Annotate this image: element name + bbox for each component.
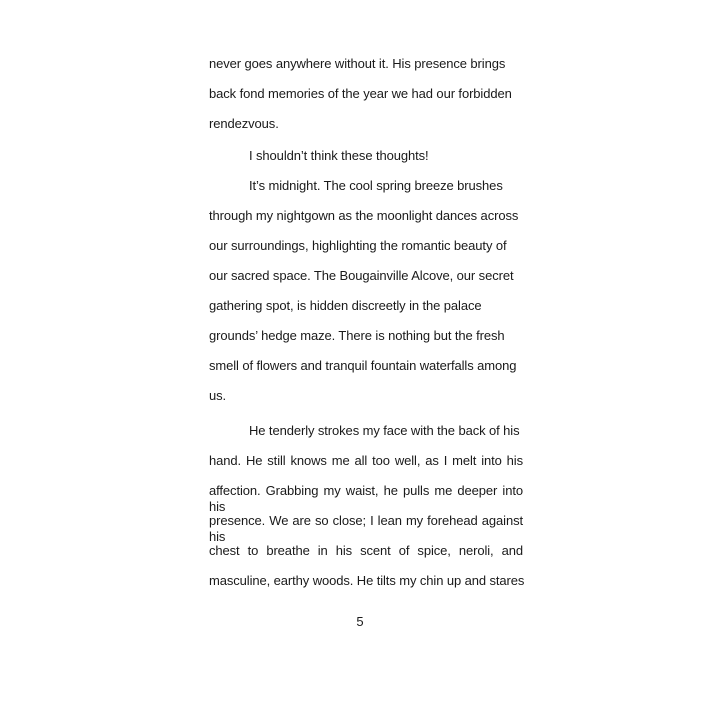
text-line: us. [209, 388, 227, 403]
text-line: gathering spot, is hidden discreetly in the palace [209, 298, 482, 313]
text-line: presence. We are so close; I lean my forehead against his [209, 513, 523, 544]
text-line: smell of flowers and tranquil fountain waterfalls among [209, 358, 517, 373]
text-line: through my nightgown as the moonlight dances across [209, 208, 519, 223]
text-line: I shouldn’t think these thoughts! [249, 148, 429, 163]
text-line: grounds’ hedge maze. There is nothing but the fresh [209, 328, 505, 343]
text-line: rendezvous. [209, 116, 279, 131]
text-line: our surroundings, highlighting the romantic beauty of [209, 238, 507, 253]
text-line: our sacred space. The Bougainville Alcove, our secret [209, 268, 514, 283]
text-line: back fond memories of the year we had our forbidden [209, 86, 512, 101]
text-line: He tenderly strokes my face with the back of his [249, 423, 520, 438]
text-line: chest to breathe in his scent of spice, neroli, and [209, 543, 523, 558]
text-line: masculine, earthy woods. He tilts my chin up and stares [209, 573, 525, 588]
text-line: hand. He still knows me all too well, as I melt into his [209, 453, 523, 468]
text-line: affection. Grabbing my waist, he pulls me deeper into his [209, 483, 523, 514]
text-line: never goes anywhere without it. His presence brings [209, 56, 506, 71]
page-number: 5 [356, 614, 364, 629]
text-line: It’s midnight. The cool spring breeze brushes [249, 178, 503, 193]
